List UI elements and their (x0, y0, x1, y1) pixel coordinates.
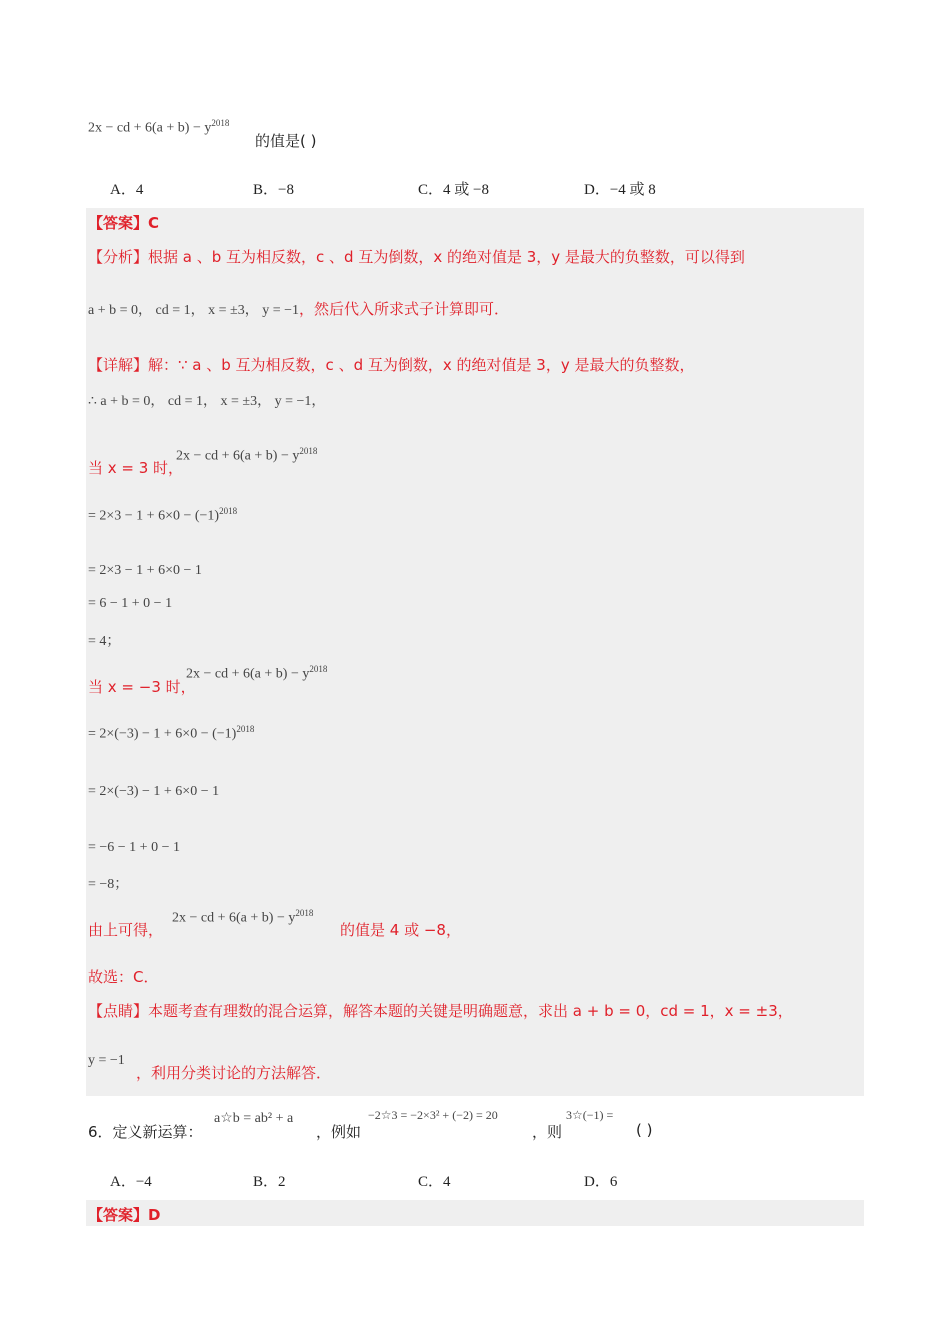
q5-case1-lead: 当 x = 3 时， (88, 459, 184, 477)
q5-case1-step4: = 4； (88, 634, 121, 649)
q6-paren: ( ) (636, 1121, 653, 1139)
q6-choice-a: A．−4 (110, 1174, 152, 1190)
q6-example: −2☆3 = −2×3² + (−2) = 20 (368, 1108, 498, 1122)
q5-detail-line2: ∴ a + b = 0， cd = 1， x = ±3， y = −1， (88, 394, 326, 409)
q5-choose: 故选：C． (88, 968, 159, 986)
q6-choice-c: C．4 (418, 1174, 451, 1190)
q5-case1-expression: 2x − cd + $6(a + b) - y^{2018}$ (176, 446, 318, 464)
q5-case2-lead: 当 x = −3 时， (88, 678, 196, 696)
q5-tip-line2-tail: ，利用分类讨论的方法解答． (136, 1064, 332, 1082)
q5-answer-label: 【答案】C (88, 214, 160, 232)
q5-case1-step3: = 6 − 1 + 0 − 1 (88, 596, 173, 611)
q6-ask: 3☆(−1) = (566, 1108, 614, 1122)
q5-tip-line1: 【点睛】本题考查有理数的混合运算，解答本题的关键是明确题意，求出 a + b = 0，cd = 1，x = ±3， (88, 1002, 793, 1020)
q5-expression: 2x − cd + $6(a + b) - y^{2018}$ (88, 118, 230, 136)
q5-conclusion-lead: 由上可得， (88, 921, 164, 939)
q6-answer-panel (86, 1200, 864, 1226)
q5-answer-panel (86, 208, 864, 1096)
q5-tip-line2: y = −1 (88, 1053, 125, 1068)
q6-then: ，则 (532, 1123, 563, 1141)
q5-choice-a: A．4 (110, 182, 144, 198)
q6-choice-b: B．2 (253, 1174, 286, 1190)
q6-example-lead: ，例如 (316, 1123, 362, 1141)
q5-analysis-line1: 【分析】根据 a 、b 互为相反数，c 、d 互为倒数，x 的绝对值是 3，y 是最大的负整数，可以得到 (88, 248, 745, 266)
q5-case2-expression: 2x − cd + $6(a + b) - y^{2018}$ (186, 664, 328, 682)
q5-case2-step3: = −6 − 1 + 0 − 1 (88, 840, 180, 855)
q5-choice-c: C．4 或 −8 (418, 182, 489, 198)
q5-choice-d: D．−4 或 8 (584, 182, 656, 198)
q6-choice-d: D．6 (584, 1174, 618, 1190)
q5-case2-step2: = 2×(−3) − 1 + 6×0 − 1 (88, 784, 220, 799)
q6-definition: a☆b = ab² + a (214, 1111, 294, 1126)
q6-answer-label: 【答案】D (88, 1206, 161, 1224)
q5-choice-b: B．−8 (253, 182, 294, 198)
q5-suffix: 的值是( ) (255, 132, 317, 150)
q6-lead: 6．定义新运算： (88, 1123, 203, 1141)
q5-case1-step1: = $2\times 3 - 1 + 6\times 0 - (-1)^{2018}$ (88, 506, 238, 524)
q5-case2-step4: = −8； (88, 877, 129, 892)
q5-conclusion-expression: 2x − cd + $6(a + b) - y^{2018}$ (172, 908, 314, 926)
q5-case2-step1: = $2\times(-3) - 1 + 6\times 0 - (-1)^{2018}$ (88, 724, 255, 742)
q5-case1-step2: = 2×3 − 1 + 6×0 − 1 (88, 563, 202, 578)
q5-analysis-line2: a + b = 0， cd = 1， x = ±3， y = −1，然后代入所求式子计算即可． (88, 300, 510, 318)
q5-conclusion-tail: 的值是 4 或 −8， (340, 921, 461, 939)
q5-detail-line1: 【详解】解：∵ a 、b 互为相反数，c 、d 互为倒数，x 的绝对值是 3，y 是最大的负整数， (88, 356, 695, 374)
